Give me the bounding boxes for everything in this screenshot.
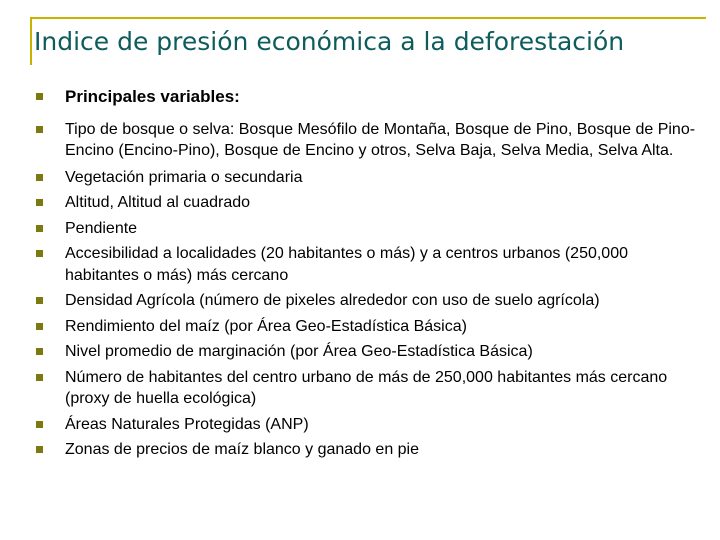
list-item-text: Vegetación primaria o secundaria <box>65 168 303 186</box>
list-item <box>36 243 696 286</box>
square-bullet-icon <box>36 93 43 100</box>
square-bullet-icon <box>36 348 43 355</box>
list-item-text: Accesibilidad a localidades (20 habitantes o más) y a centros urbanos (250,000 habitantes o más) más cercano <box>65 245 628 284</box>
list-item <box>36 192 696 214</box>
title-top-rule <box>30 17 706 19</box>
list-item <box>36 119 696 162</box>
square-bullet-icon <box>36 446 43 453</box>
square-bullet-icon <box>36 297 43 304</box>
square-bullet-icon <box>36 250 43 257</box>
list-item <box>36 218 696 240</box>
list-item-text: Principales variables: <box>65 87 240 106</box>
list-item <box>36 439 696 461</box>
list-item <box>36 414 696 436</box>
square-bullet-icon <box>36 374 43 381</box>
square-bullet-icon <box>36 421 43 428</box>
list-item-text: Tipo de bosque o selva: Bosque Mesófilo de Montaña, Bosque de Pino, Bosque de Pino-Encino (Encino-Pino), Bosque de Encino y otros, Selva Baja, Selva Media, Selva Alta. <box>65 120 696 159</box>
list-item-text: Rendimiento del maíz (por Área Geo-Estadística Básica) <box>65 317 467 335</box>
square-bullet-icon <box>36 323 43 330</box>
list-item-text: Pendiente <box>65 219 138 237</box>
title-frame <box>30 17 706 65</box>
square-bullet-icon <box>36 174 43 181</box>
list-item-text: Número de habitantes del centro urbano de más de 250,000 habitantes más cercano (proxy de huella ecológica) <box>65 368 668 407</box>
square-bullet-icon <box>36 126 43 133</box>
list-item-text: Densidad Agrícola (número de pixeles alrededor con uso de suelo agrícola) <box>65 292 600 309</box>
slide-title: Indice de presión económica a la deforestación <box>34 27 625 56</box>
square-bullet-icon <box>36 225 43 232</box>
list-item <box>36 367 696 410</box>
list-item-text: Altitud, Altitud al cuadrado <box>65 194 251 211</box>
list-item-text: Áreas Naturales Protegidas (ANP) <box>65 415 309 433</box>
list-item <box>36 290 696 312</box>
title-left-rule <box>30 17 32 65</box>
list-item <box>36 341 696 363</box>
list-item-text: Zonas de precios de maíz blanco y ganado en pie <box>65 441 420 458</box>
list-item <box>36 167 696 189</box>
list-item-text: Nivel promedio de marginación (por Área Geo-Estadística Básica) <box>65 343 533 360</box>
square-bullet-icon <box>36 199 43 206</box>
list-item <box>36 86 696 108</box>
bullet-list <box>36 86 696 465</box>
list-item <box>36 316 696 338</box>
